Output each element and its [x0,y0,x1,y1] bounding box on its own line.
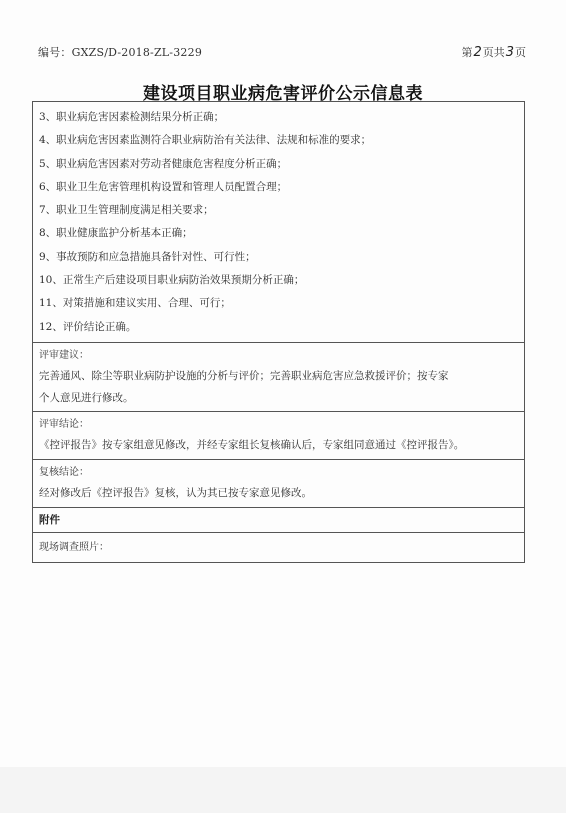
page-current-handwritten: 2 [473,45,482,60]
site-photos-label: 现场调查照片： [39,541,109,553]
document-number: 编号：GXZS/D-2018-ZL-3229 [38,46,203,59]
criteria-item: 8、职业健康监护分析基本正确； [39,227,193,240]
recheck-conclusion-label: 复核结论： [39,466,89,478]
page-indicator [461,44,526,60]
site-photos-section [33,533,524,562]
recheck-conclusion-section [33,460,524,508]
review-suggestions-label: 评审建议： [39,349,89,361]
criteria-item: 11、对策措施和建议实用、合理、可行； [39,297,231,310]
document-header [38,44,526,60]
review-suggestions-section [33,343,524,412]
criteria-item: 3、职业病危害因素检测结果分析正确； [39,111,225,123]
criteria-item: 7、职业卫生管理制度满足相关要求； [39,204,214,217]
page-prefix: 第 [461,46,473,59]
criteria-item: 4、职业病危害因素监测符合职业病防治有关法律、法规和标准的要求； [39,134,372,147]
criteria-item: 6、职业卫生危害管理机构设置和管理人员配置合理； [39,180,288,193]
review-conclusion-section [33,412,524,460]
page-mid: 页共 [482,46,505,59]
review-conclusion-text: 《控评报告》按专家组意见修改，并经专家组长复核确认后，专家组同意通过《控评报告》。 [39,438,465,451]
attachment-section [33,508,524,533]
review-suggestions-line: 个人意见进行修改。 [39,391,134,404]
page-title: 建设项目职业病危害评价公示信息表 [143,84,423,104]
review-suggestions-line: 完善通风、除尘等职业病防护设施的分析与评价；完善职业病危害应急救援评价；按专家 [39,369,449,382]
page-total-handwritten: 3 [505,45,514,60]
page-suffix: 页 [515,46,526,59]
attachment-title: 附件 [39,513,60,526]
recheck-conclusion-text: 经对修改后《控评报告》复核，认为其已按专家意见修改。 [39,486,312,499]
criteria-item: 5、职业病危害因素对劳动者健康危害程度分析正确； [39,157,288,170]
criteria-item: 10、正常生产后建设项目职业病防治效果预期分析正确； [39,274,305,287]
review-criteria-section [33,102,524,343]
criteria-item: 9、事故预防和应急措施具备针对性、可行性； [39,250,256,263]
info-table [32,101,525,563]
review-conclusion-label: 评审结论： [39,418,89,430]
criteria-item: 12、评价结论正确。 [39,320,137,333]
